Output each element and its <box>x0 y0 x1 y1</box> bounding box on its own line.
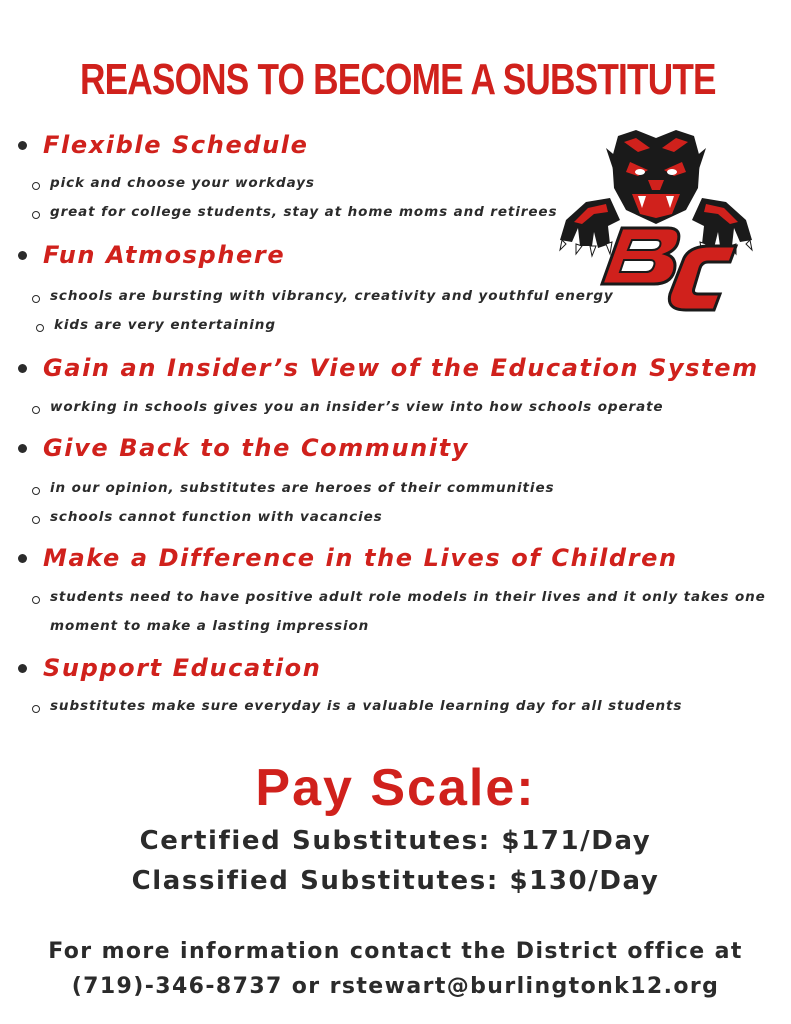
bullet-icon <box>18 554 27 563</box>
section-heading-support-education: Support Education <box>18 651 321 685</box>
sub-bullet-icon <box>32 516 40 524</box>
bullet-icon <box>18 364 27 373</box>
bullet-icon <box>18 664 27 673</box>
section-heading-fun-atmosphere: Fun Atmosphere <box>18 238 285 272</box>
list-item: great for college students, stay at home moms and retirees <box>32 205 557 227</box>
sub-bullet-icon <box>32 295 40 303</box>
contact-line: For more information contact the District office at <box>48 939 743 964</box>
section-heading-insider-view: Gain an Insider’s View of the Education System <box>18 351 759 385</box>
list-item: pick and choose your workdays <box>32 176 315 198</box>
bullet-icon <box>18 141 27 150</box>
bullet-icon <box>18 444 27 453</box>
section-heading-make-difference: Make a Difference in the Lives of Children <box>18 541 678 575</box>
page-title: REASONS TO BECOME A SUBSTITUTE <box>80 55 716 104</box>
list-item: kids are very entertaining <box>36 318 276 340</box>
certified-rate: Certified Substitutes: $171/Day <box>139 826 652 856</box>
list-item: in our opinion, substitutes are heroes of their communities <box>32 481 554 503</box>
pay-scale-title: Pay Scale: <box>255 759 536 817</box>
sub-bullet-icon <box>36 324 44 332</box>
sub-bullet-icon <box>32 211 40 219</box>
section-heading-flexible-schedule: Flexible Schedule <box>18 128 309 162</box>
panther-head-icon <box>606 130 706 224</box>
list-item: substitutes make sure everyday is a valuable learning day for all students <box>32 699 682 721</box>
section-heading-give-back: Give Back to the Community <box>18 431 469 465</box>
sub-bullet-icon <box>32 596 40 604</box>
list-item: schools cannot function with vacancies <box>32 510 383 532</box>
contact-details: (719)-346-8737 or rstewart@burlingtonk12.org <box>71 974 720 999</box>
bullet-icon <box>18 251 27 260</box>
sub-bullet-icon <box>32 182 40 190</box>
sub-bullet-icon <box>32 406 40 414</box>
sub-bullet-icon <box>32 705 40 713</box>
list-item: students need to have positive adult role models in their lives and it only takes one moment to make a lasting impression <box>32 590 770 641</box>
sub-bullet-icon <box>32 487 40 495</box>
classified-rate: Classified Substitutes: $130/Day <box>131 866 660 896</box>
list-item: working in schools gives you an insider’s view into how schools operate <box>32 400 664 422</box>
list-item: schools are bursting with vibrancy, creativity and youthful energy <box>32 289 614 311</box>
